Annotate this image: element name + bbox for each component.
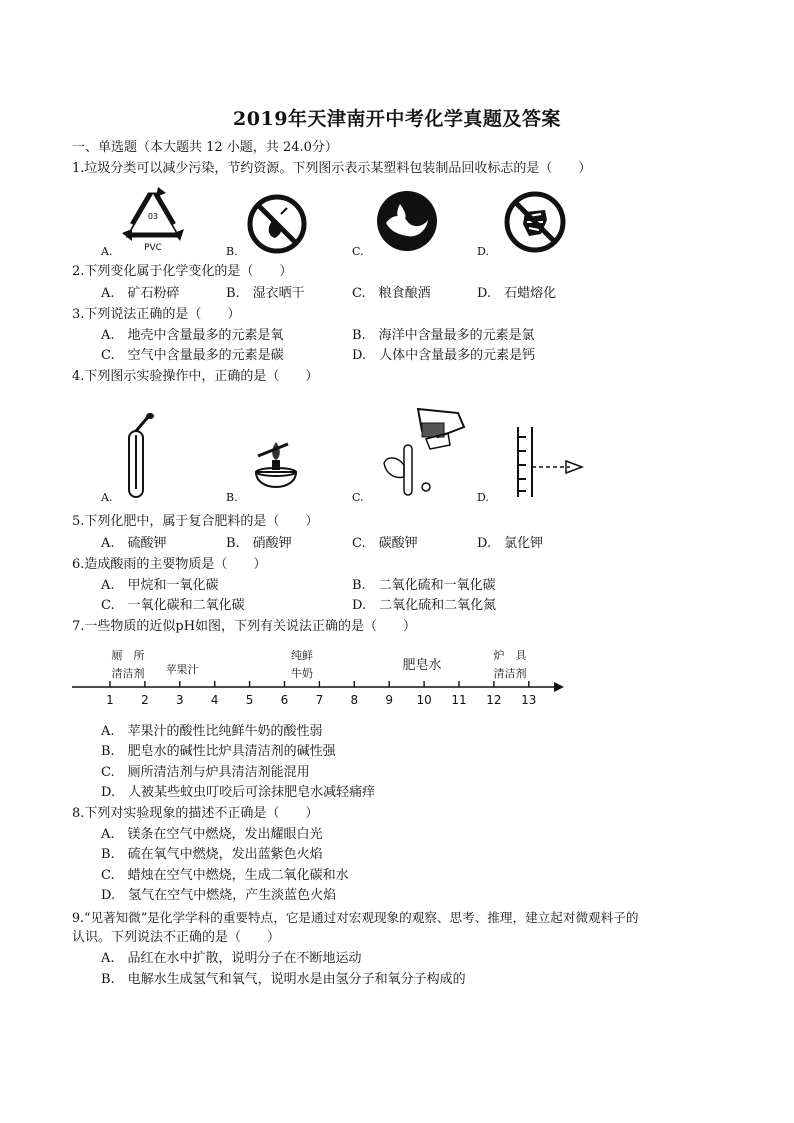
q4-label-c: C. <box>352 491 364 504</box>
q8-option-d: D. 氢气在空气中燃烧，产生淡蓝色火焰 <box>101 888 337 903</box>
q1-label-c: C. <box>352 245 364 258</box>
q7-option-d: D. 人被某些蚊虫叮咬后可涂抹肥皂水减轻痛痒 <box>101 785 376 800</box>
no-fire-icon <box>245 192 309 256</box>
q2-option-d: D. 石蜡熔化 <box>477 286 557 301</box>
q4-label-a: A. <box>101 491 113 504</box>
ph-scale-diagram <box>70 642 566 712</box>
graduated-cylinder-reading-icon <box>510 425 586 499</box>
q4-label-b: B. <box>226 491 238 504</box>
question-7-stem: 7.一些物质的近似pH如图，下列有关说法正确的是（ ） <box>72 619 417 634</box>
q4-label-d: D. <box>477 491 489 504</box>
q5-option-b: B. 硝酸钾 <box>226 536 292 551</box>
ph-tick-label: 2 <box>141 693 149 707</box>
q1-label-a: A. <box>101 245 113 258</box>
pvc-text: PVC <box>144 243 162 253</box>
ph-tick-label: 7 <box>315 693 324 707</box>
q3-option-a: A. 地壳中含量最多的元素是氧 <box>101 328 284 343</box>
ph-tick-label: 6 <box>280 693 289 707</box>
ph-label-milk-1: 纯鲜 <box>291 649 313 662</box>
q9-option-a: A. 品红在水中扩散，说明分子在不断地运动 <box>101 951 362 966</box>
question-6-stem: 6.造成酸雨的主要物质是（ ） <box>72 557 267 572</box>
q2-option-a: A. 矿石粉碎 <box>101 286 180 301</box>
alcohol-lamp-icon <box>248 434 304 498</box>
section-heading: 一、单选题（本大题共 12 小题，共 24.0分） <box>72 140 338 155</box>
q1-label-d: D. <box>477 245 489 258</box>
recycle-pvc-icon <box>118 183 188 253</box>
q8-option-a: A. 镁条在空气中燃烧，发出耀眼白光 <box>101 827 323 842</box>
q2-option-b: B. 湿衣晒干 <box>226 286 305 301</box>
ph-label-stove-cleaner-2: 清洁剂 <box>493 667 527 680</box>
q2-option-c: C. 粮食酿酒 <box>352 286 431 301</box>
question-5-stem: 5.下列化肥中，属于复合肥料的是（ ） <box>72 514 319 529</box>
ph-tick-label: 11 <box>451 693 467 707</box>
ph-tick-label: 10 <box>416 693 432 707</box>
pouring-reagent-icon <box>378 405 470 499</box>
pvc-code: 03 <box>147 212 159 221</box>
question-3-stem: 3.下列说法正确的是（ ） <box>72 307 241 322</box>
q6-option-c: C. 一氧化碳和二氧化碳 <box>101 598 245 613</box>
question-4-stem: 4.下列图示实验操作中，正确的是（ ） <box>72 369 319 384</box>
q7-option-c: C. 厕所清洁剂与炉具清洁剂能混用 <box>101 765 310 780</box>
q5-option-a: A. 硫酸钾 <box>101 536 167 551</box>
ph-tick-label: 9 <box>385 693 394 707</box>
ph-label-stove-cleaner-1: 炉 具 <box>493 649 527 662</box>
q5-option-d: D. 氯化钾 <box>477 536 544 551</box>
question-2-stem: 2.下列变化属于化学变化的是（ ） <box>72 264 293 279</box>
q3-option-c: C. 空气中含量最多的元素是碳 <box>101 348 284 363</box>
ph-tick-label: 13 <box>521 693 537 707</box>
q6-option-a: A. 甲烷和一氧化碳 <box>101 578 219 593</box>
test-tube-dropper-icon <box>118 413 158 501</box>
page-title: 2019年天津南开中考化学真题及答案 <box>233 108 561 130</box>
question-9-stem-line2: 认识。下列说法不正确的是（ ） <box>72 930 281 945</box>
q7-option-a: A. 苹果汁的酸性比纯鲜牛奶的酸性弱 <box>101 724 323 739</box>
q6-option-d: D. 二氧化硫和二氧化氮 <box>352 598 497 613</box>
ph-label-toilet-cleaner-2: 清洁剂 <box>111 667 145 680</box>
q9-option-b: B. 电解水生成氢气和氧气，说明水是由氢分子和氧分子构成的 <box>101 972 466 987</box>
q5-option-c: C. 碳酸钾 <box>352 536 418 551</box>
q3-option-b: B. 海洋中含量最多的元素是氯 <box>352 328 535 343</box>
ph-tick-label: 8 <box>350 693 359 707</box>
question-9-stem-line1: 9.“见著知微”是化学学科的重要特点，它是通过对宏观现象的观察、思考、推理，建立起对微观料子的 <box>72 910 639 925</box>
ph-label-milk-2: 牛奶 <box>291 667 313 680</box>
ph-label-toilet-cleaner-1: 厕 所 <box>111 649 145 662</box>
ph-label-apple-juice: 苹果汁 <box>165 663 199 676</box>
ph-label-soap-water: 肥皂水 <box>402 658 442 673</box>
water-saving-icon <box>376 190 438 252</box>
q8-option-b: B. 硫在氧气中燃烧，发出蓝紫色火焰 <box>101 847 323 862</box>
q3-option-d: D. 人体中含量最多的元素是钙 <box>352 348 536 363</box>
no-littering-icon <box>503 190 567 254</box>
ph-tick-label: 5 <box>245 693 254 707</box>
ph-tick-label: 12 <box>486 693 502 707</box>
ph-tick-label: 4 <box>210 693 219 707</box>
q7-option-b: B. 肥皂水的碱性比炉具清洁剂的碱性强 <box>101 744 336 759</box>
ph-tick-label: 1 <box>106 693 114 707</box>
q1-label-b: B. <box>226 245 238 258</box>
q6-option-b: B. 二氧化硫和一氧化碳 <box>352 578 496 593</box>
ph-tick-label: 3 <box>175 693 184 707</box>
q8-option-c: C. 蜡烛在空气中燃烧，生成二氧化碳和水 <box>101 868 349 883</box>
question-8-stem: 8.下列对实验现象的描述不正确是（ ） <box>72 806 319 821</box>
question-1-stem: 1.垃圾分类可以减少污染，节约资源。下列图示表示某塑料包装制品回收标志的是（ ） <box>72 161 592 176</box>
